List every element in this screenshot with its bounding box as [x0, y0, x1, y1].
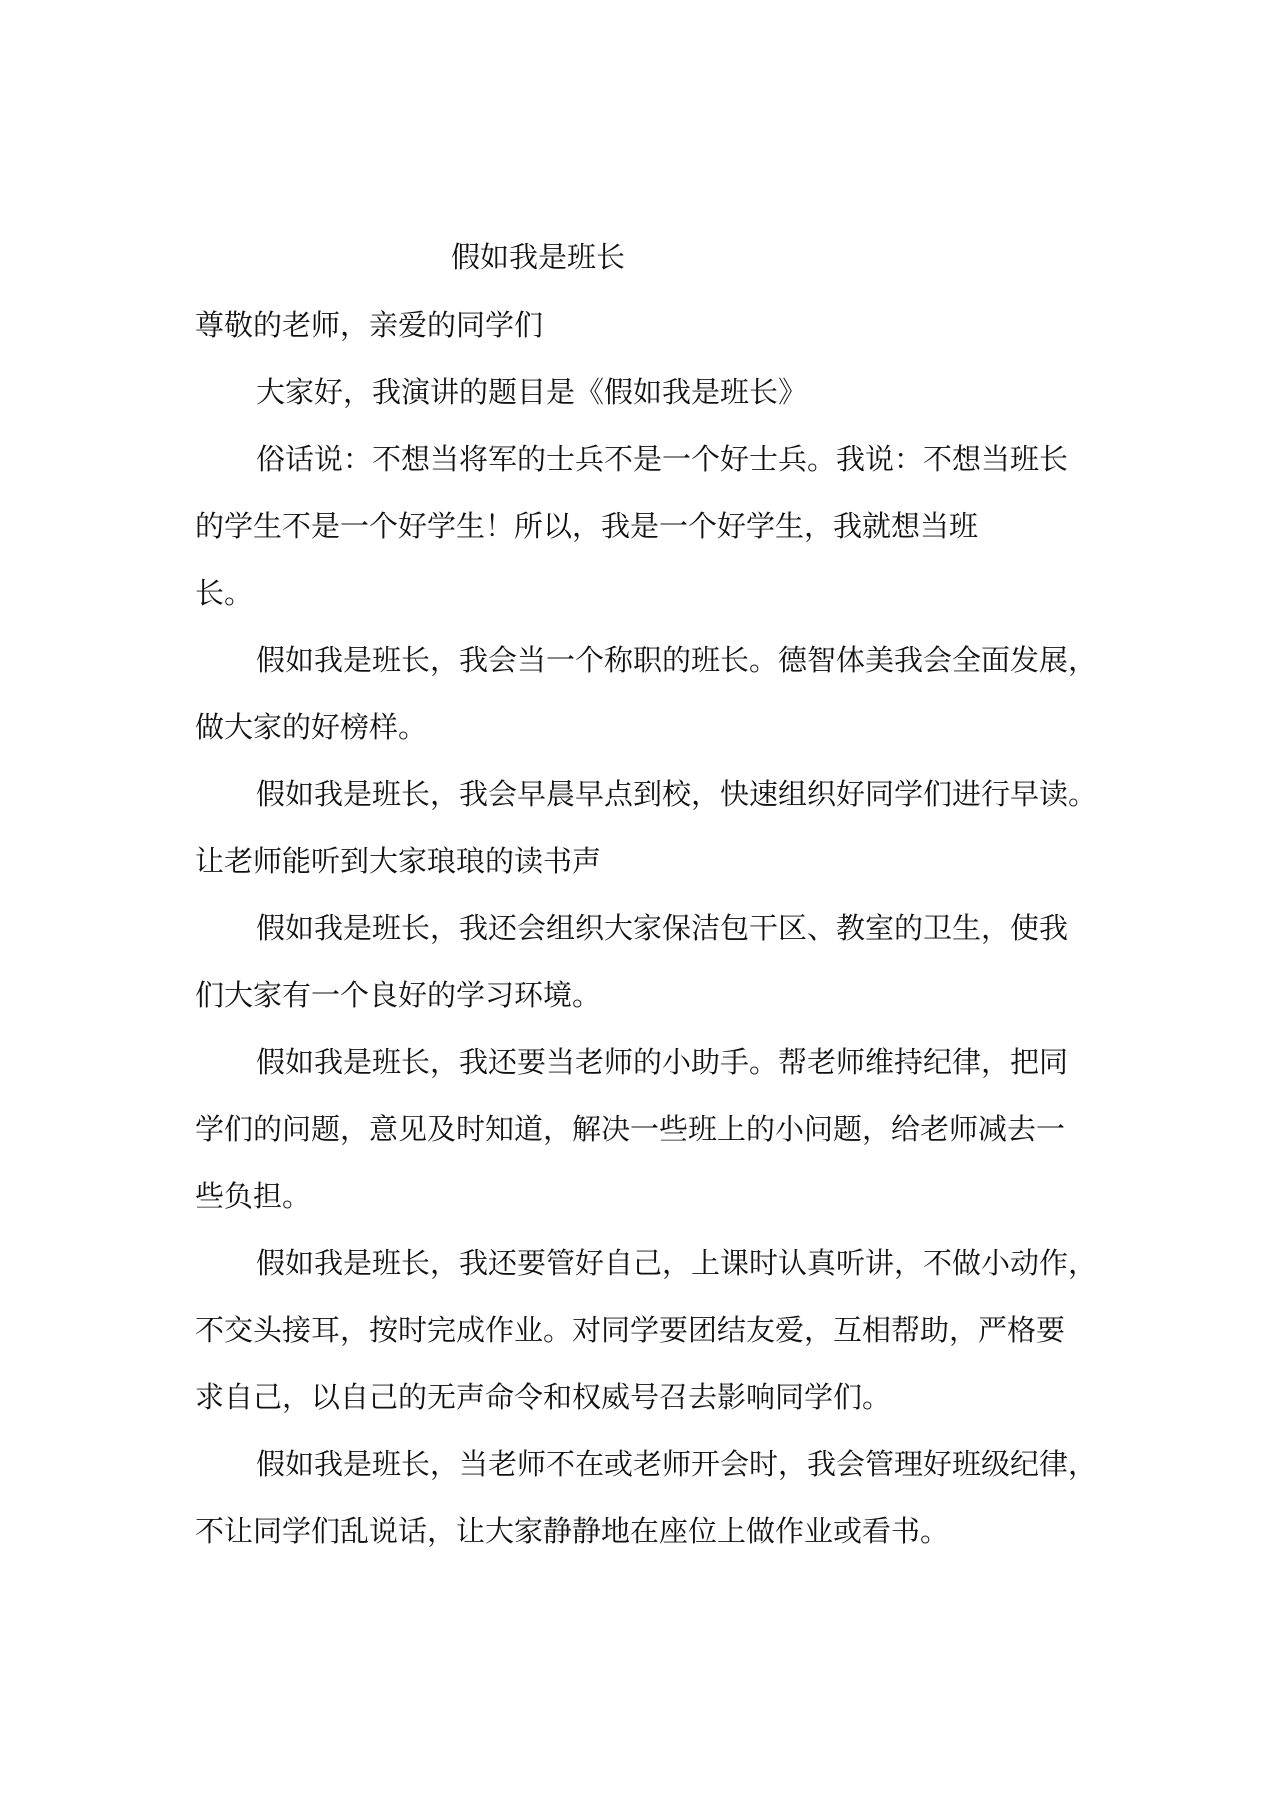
paragraph-5-line-1: 假如我是班长，我还要当老师的小助手。帮老师维持纪律，把同	[256, 1045, 1069, 1079]
paragraph-1	[195, 426, 1095, 627]
greeting-line	[195, 292, 1095, 359]
paragraph-1-line-1: 俗话说：不想当将军的士兵不是一个好士兵。我说：不想当班长	[256, 442, 1069, 476]
paragraph-2-line-2: 做大家的好榜样。	[195, 710, 428, 744]
paragraph-5-line-2: 学们的问题，意见及时知道，解决一些班上的小问题，给老师减去一	[195, 1112, 1066, 1146]
paragraph-6	[195, 1230, 1098, 1431]
paragraph-3	[195, 761, 1098, 895]
paragraph-4	[195, 895, 1095, 1029]
paragraph-7-line-2: 不让同学们乱说话，让大家静静地在座位上做作业或看书。	[195, 1514, 950, 1548]
paragraph-3-line-2: 让老师能听到大家琅琅的读书声	[195, 844, 602, 878]
paragraph-1-line-2: 的学生不是一个好学生！所以，我是一个好学生，我就想当班	[195, 509, 979, 543]
paragraph-5-line-3: 些负担。	[195, 1179, 312, 1213]
paragraph-5	[195, 1029, 1095, 1230]
greeting-text: 尊敬的老师，亲爱的同学们	[195, 308, 544, 342]
intro-line	[195, 359, 1095, 426]
paragraph-6-line-1: 假如我是班长，我还要管好自己，上课时认真听讲，不做小动作，	[256, 1246, 1098, 1280]
paragraph-3-line-1: 假如我是班长，我会早晨早点到校，快速组织好同学们进行早读。	[256, 777, 1098, 811]
paragraph-2-line-1: 假如我是班长，我会当一个称职的班长。德智体美我会全面发展，	[256, 643, 1098, 677]
intro-text: 大家好，我演讲的题目是《假如我是班长》	[256, 375, 808, 409]
paragraph-6-line-2: 不交头接耳，按时完成作业。对同学要团结友爱，互相帮助，严格要	[195, 1313, 1066, 1347]
paragraph-7-line-1: 假如我是班长，当老师不在或老师开会时，我会管理好班级纪律，	[256, 1447, 1098, 1481]
document-title: 假如我是班长	[451, 240, 626, 274]
paragraph-6-line-3: 求自己，以自己的无声命令和权威号召去影响同学们。	[195, 1380, 892, 1414]
paragraph-7	[195, 1431, 1098, 1565]
paragraph-4-line-1: 假如我是班长，我还会组织大家保洁包干区、教室的卫生，使我	[256, 911, 1069, 945]
paragraph-2	[195, 627, 1098, 761]
paragraph-4-line-2: 们大家有一个良好的学习环境。	[195, 978, 602, 1012]
paragraph-1-line-3: 长。	[195, 576, 254, 610]
